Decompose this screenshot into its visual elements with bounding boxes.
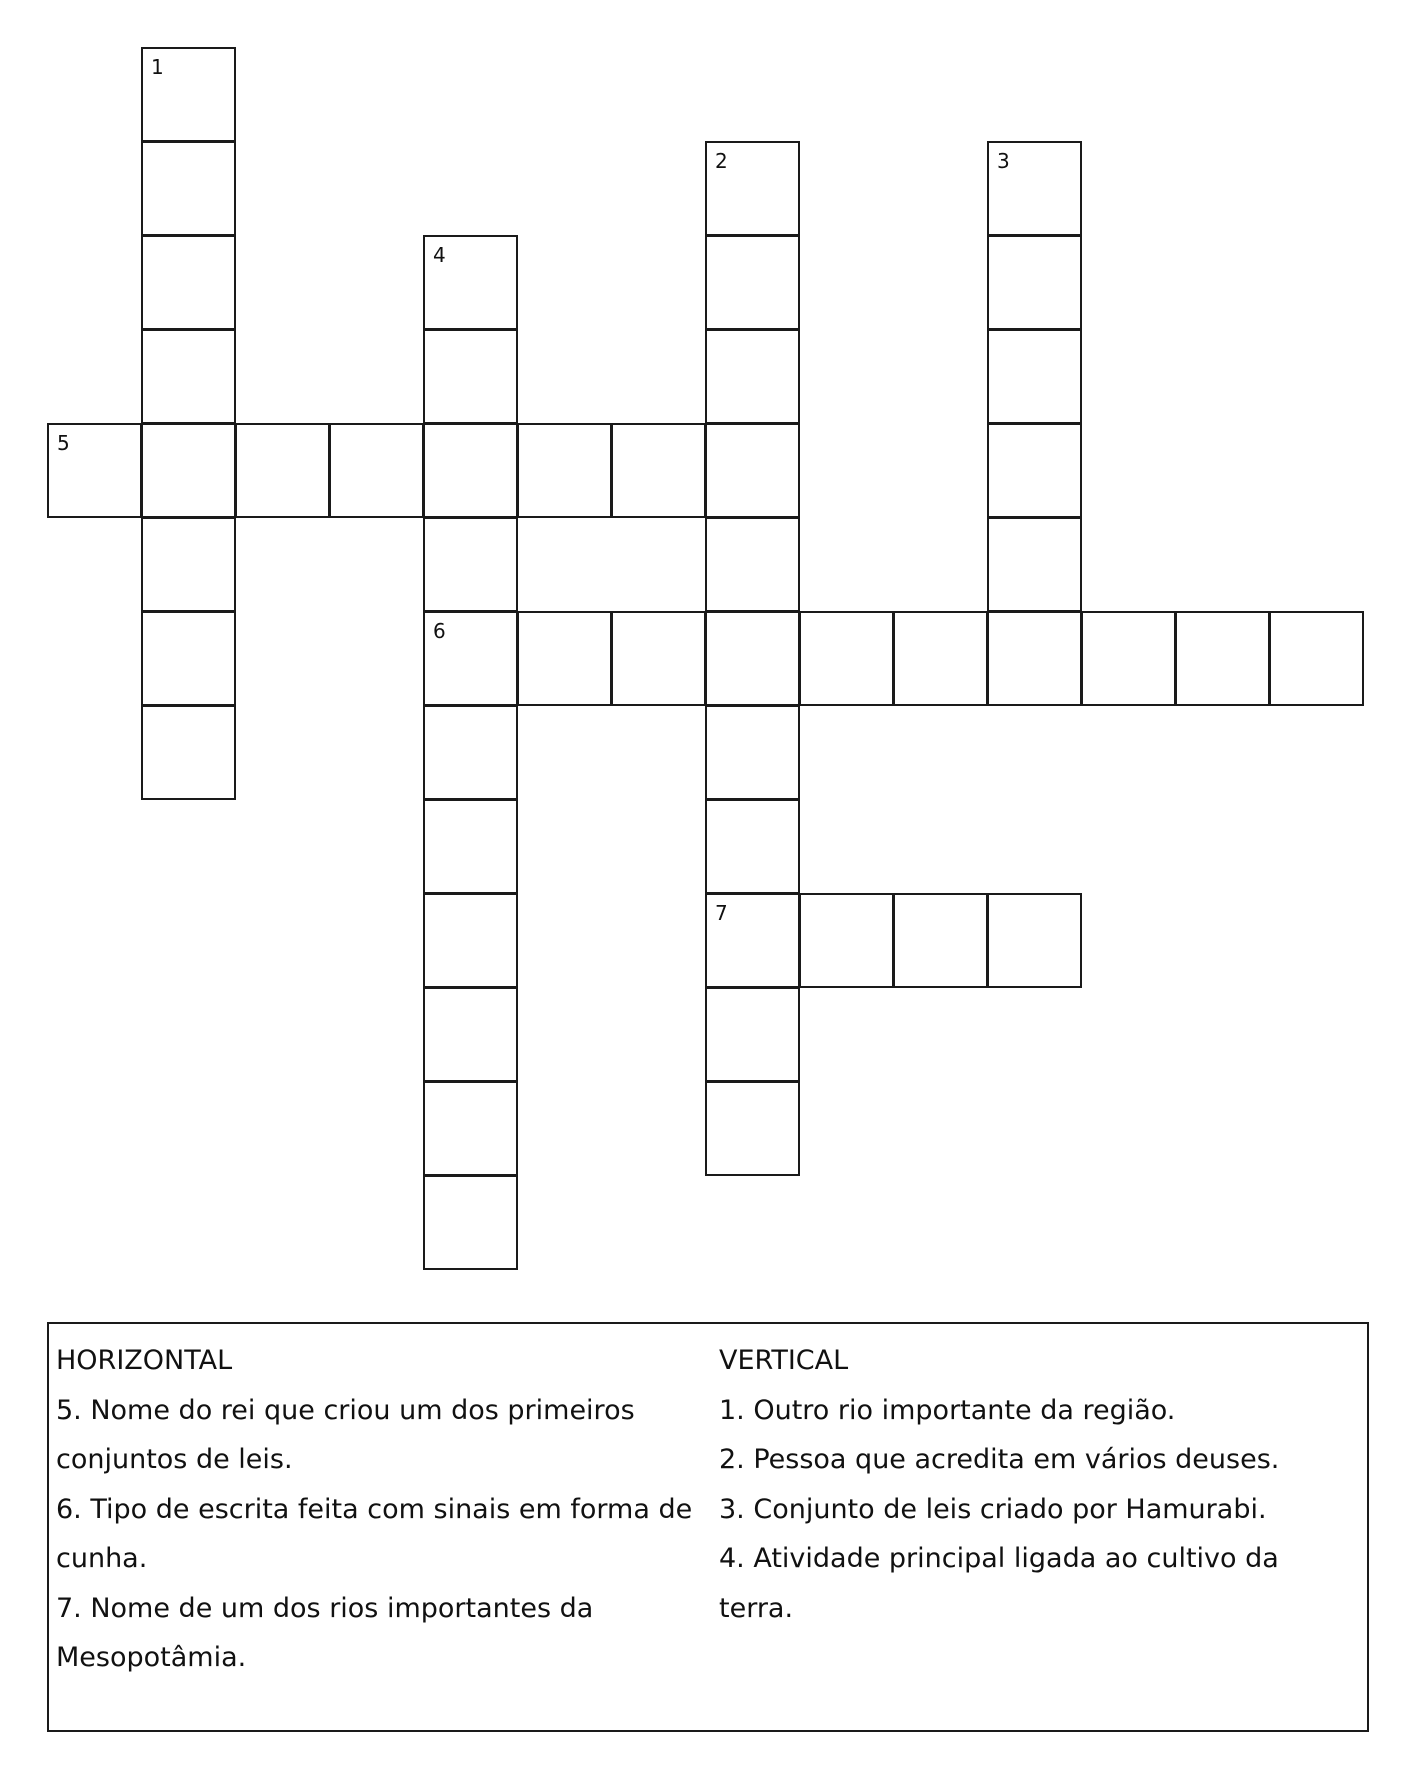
crossword-cell[interactable] — [423, 517, 518, 612]
crossword-cell[interactable] — [423, 329, 518, 424]
crossword-cell[interactable] — [423, 705, 518, 800]
clue-number: 7 — [715, 901, 728, 925]
crossword-cell[interactable] — [799, 611, 894, 706]
crossword-cell[interactable] — [517, 423, 612, 518]
clue-number: 1 — [151, 55, 164, 79]
horizontal-clue-line: 7. Nome de um dos rios importantes da — [56, 1592, 594, 1624]
vertical-clue-line: 3. Conjunto de leis criado por Hamurabi. — [719, 1493, 1267, 1525]
crossword-cell[interactable] — [141, 235, 236, 330]
crossword-cell[interactable] — [423, 1175, 518, 1270]
crossword-cell[interactable] — [329, 423, 424, 518]
crossword-cell[interactable] — [423, 423, 518, 518]
crossword-cell[interactable] — [47, 423, 142, 518]
horizontal-title: HORIZONTAL — [56, 1345, 233, 1376]
crossword-cell[interactable] — [799, 893, 894, 988]
vertical-clue-line: 4. Atividade principal ligada ao cultivo da — [719, 1543, 1279, 1574]
crossword-cell[interactable] — [141, 423, 236, 518]
crossword-cell[interactable] — [705, 611, 800, 706]
crossword-cell[interactable] — [423, 235, 518, 330]
crossword-cell[interactable] — [141, 517, 236, 612]
vertical-clue-line: terra. — [719, 1592, 794, 1624]
clues-box — [47, 1322, 1369, 1732]
crossword-cell[interactable] — [987, 611, 1082, 706]
clue-number: 6 — [433, 619, 446, 643]
crossword-cell[interactable] — [705, 235, 800, 330]
crossword-cell[interactable] — [987, 329, 1082, 424]
crossword-cell[interactable] — [423, 893, 518, 988]
crossword-cell[interactable] — [893, 611, 988, 706]
horizontal-clue-line: cunha. — [56, 1543, 148, 1574]
crossword-cell[interactable] — [987, 423, 1082, 518]
crossword-cell[interactable] — [423, 799, 518, 894]
crossword-cell[interactable] — [705, 893, 800, 988]
crossword-cell[interactable] — [235, 423, 330, 518]
horizontal-clue-line: conjuntos de leis. — [56, 1444, 293, 1475]
clue-number: 3 — [997, 149, 1010, 173]
crossword-cell[interactable] — [611, 423, 706, 518]
horizontal-clue-line: Mesopotâmia. — [56, 1642, 247, 1673]
crossword-cell[interactable] — [1175, 611, 1270, 706]
crossword-cell[interactable] — [141, 705, 236, 800]
horizontal-clue-line: 5. Nome do rei que criou um dos primeiros — [56, 1394, 635, 1426]
crossword-cell[interactable] — [987, 141, 1082, 236]
crossword-cell[interactable] — [987, 517, 1082, 612]
crossword-cell[interactable] — [1269, 611, 1364, 706]
crossword-cell[interactable] — [423, 611, 518, 706]
crossword-cell[interactable] — [141, 141, 236, 236]
crossword-cell[interactable] — [705, 705, 800, 800]
crossword-cell[interactable] — [141, 329, 236, 424]
crossword-cell[interactable] — [423, 1081, 518, 1176]
crossword-cell[interactable] — [705, 1081, 800, 1176]
crossword-cell[interactable] — [611, 611, 706, 706]
vertical-clue-line: 2. Pessoa que acredita em vários deuses. — [719, 1444, 1280, 1475]
crossword-cell[interactable] — [705, 987, 800, 1082]
vertical-title: VERTICAL — [719, 1345, 849, 1376]
crossword-cell[interactable] — [987, 235, 1082, 330]
clue-number: 5 — [57, 431, 70, 455]
clue-number: 2 — [715, 149, 728, 173]
horizontal-clues — [56, 1336, 706, 1683]
crossword-cell[interactable] — [1081, 611, 1176, 706]
vertical-clue-line: 1. Outro rio importante da região. — [719, 1394, 1176, 1426]
crossword-cell[interactable] — [517, 611, 612, 706]
crossword-cell[interactable] — [705, 799, 800, 894]
crossword-cell[interactable] — [893, 893, 988, 988]
crossword-cell[interactable] — [423, 987, 518, 1082]
crossword-cell[interactable] — [141, 611, 236, 706]
crossword-cell[interactable] — [987, 893, 1082, 988]
vertical-clues — [719, 1336, 1349, 1633]
crossword-cell[interactable] — [705, 517, 800, 612]
crossword-cell[interactable] — [705, 141, 800, 236]
clue-number: 4 — [433, 243, 446, 267]
crossword-cell[interactable] — [705, 329, 800, 424]
horizontal-clue-line: 6. Tipo de escrita feita com sinais em forma de — [56, 1493, 693, 1525]
crossword-cell[interactable] — [141, 47, 236, 142]
crossword-cell[interactable] — [705, 423, 800, 518]
